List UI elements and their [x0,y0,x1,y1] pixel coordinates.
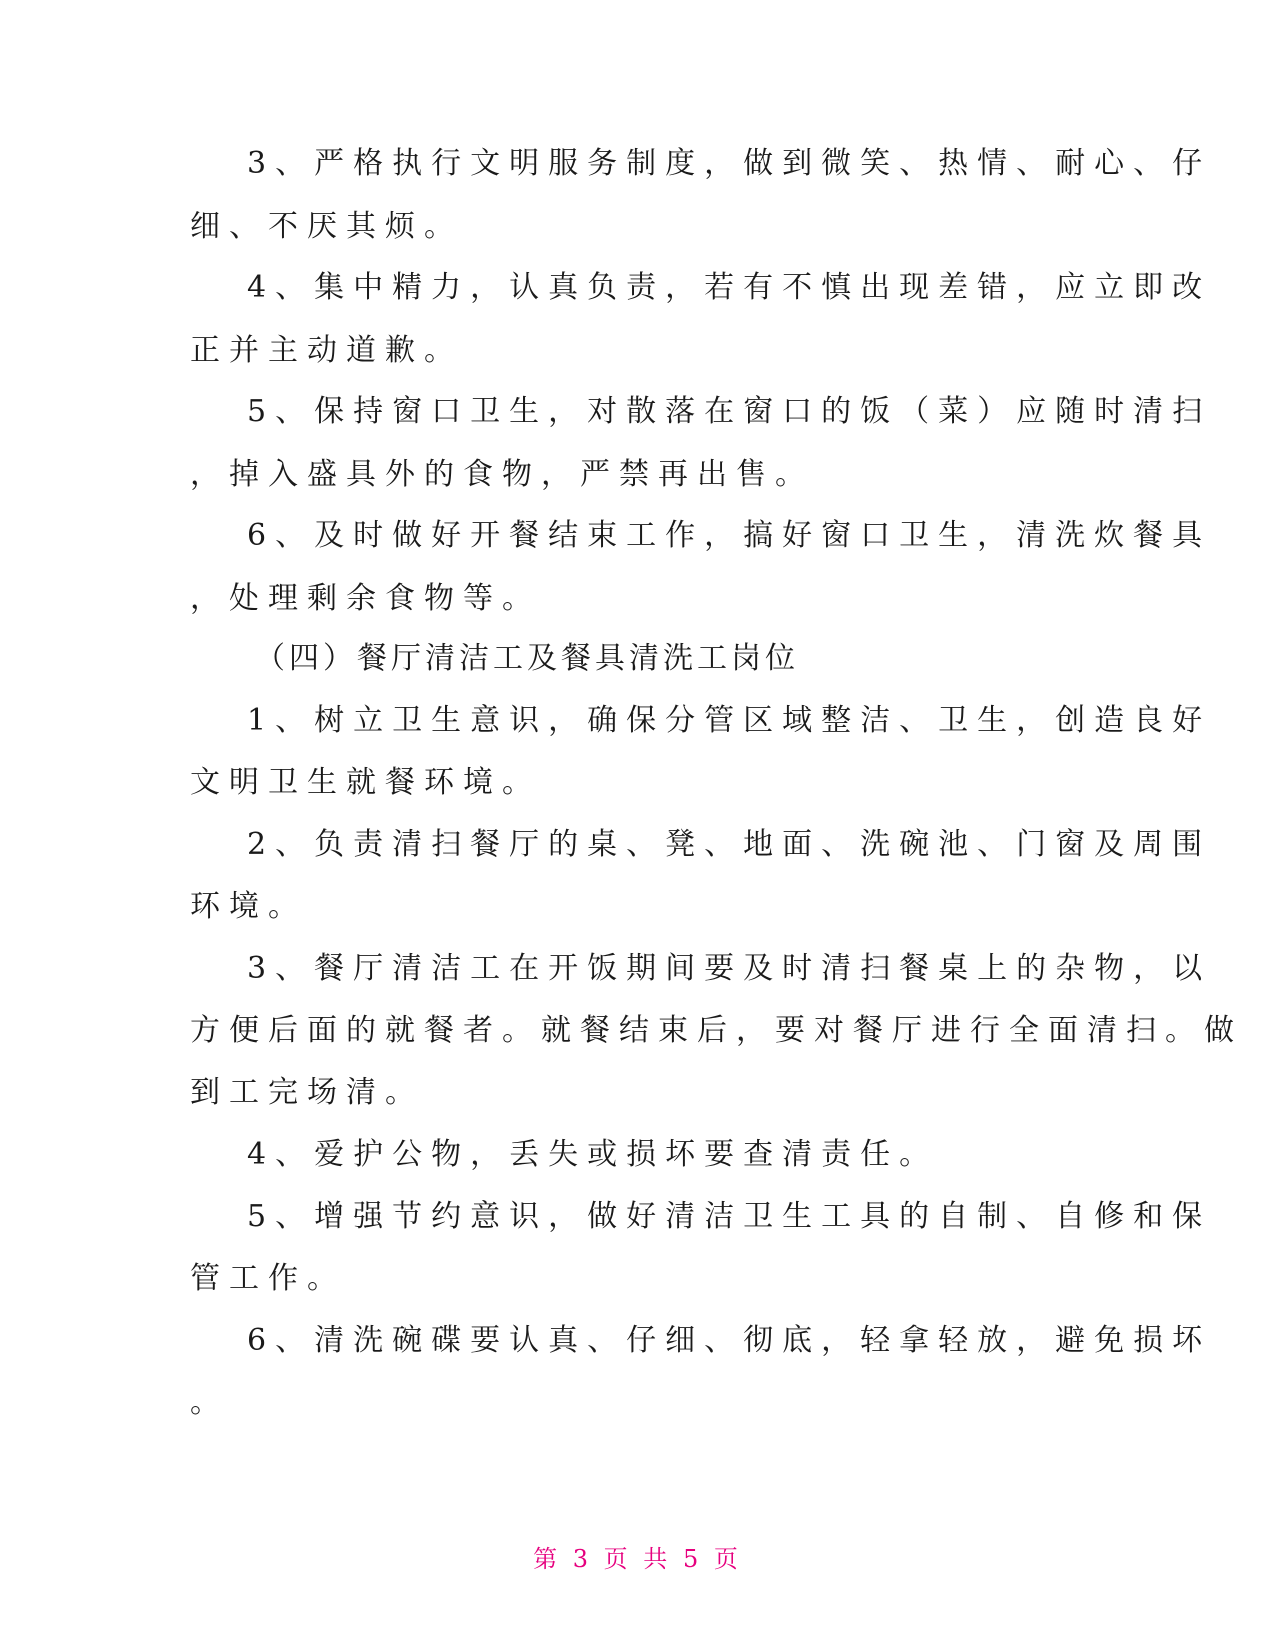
paragraph-line: 5、保持窗口卫生，对散落在窗口的饭（菜）应随时清扫 [247,394,1212,429]
paragraph-line: 细、不厌其烦。 [190,209,463,244]
paragraph-line: 3、严格执行文明服务制度，做到微笑、热情、耐心、仔 [247,146,1212,181]
page-number-footer: 第 3 页 共 5 页 [533,1545,742,1573]
paragraph-line: 。 [190,1385,229,1420]
paragraph-line: 1、树立卫生意识，确保分管区域整洁、卫生，创造良好 [247,703,1212,738]
paragraph-line: 3、餐厅清洁工在开饭期间要及时清扫餐桌上的杂物，以 [247,951,1212,986]
paragraph-line: 4、集中精力，认真负责，若有不慎出现差错，应立即改 [247,270,1212,305]
paragraph-line: 正并主动道歉。 [190,333,463,368]
paragraph-line: 6、清洗碗碟要认真、仔细、彻底，轻拿轻放，避免损坏 [247,1323,1212,1358]
paragraph-line: 环境。 [190,889,307,924]
paragraph-line: ，掉入盛具外的食物，严禁再出售。 [190,457,814,492]
paragraph-line: 管工作。 [190,1261,346,1296]
paragraph-line: 到工完场清。 [190,1075,424,1110]
paragraph-line: 6、及时做好开餐结束工作，搞好窗口卫生，清洗炊餐具 [247,518,1212,553]
paragraph-line: 文明卫生就餐环境。 [190,765,541,800]
paragraph-line: 5、增强节约意识，做好清洁卫生工具的自制、自修和保 [247,1199,1212,1234]
paragraph-line: 2、负责清扫餐厅的桌、凳、地面、洗碗池、门窗及周围 [247,827,1212,862]
paragraph-line: ，处理剩余食物等。 [190,581,541,616]
paragraph-line: 方便后面的就餐者。就餐结束后，要对餐厅进行全面清扫。做 [190,1013,1243,1048]
paragraph-line: 4、爱护公物，丢失或损坏要查清责任。 [247,1137,939,1172]
section-heading: （四）餐厅清洁工及餐具清洗工岗位 [255,641,799,676]
